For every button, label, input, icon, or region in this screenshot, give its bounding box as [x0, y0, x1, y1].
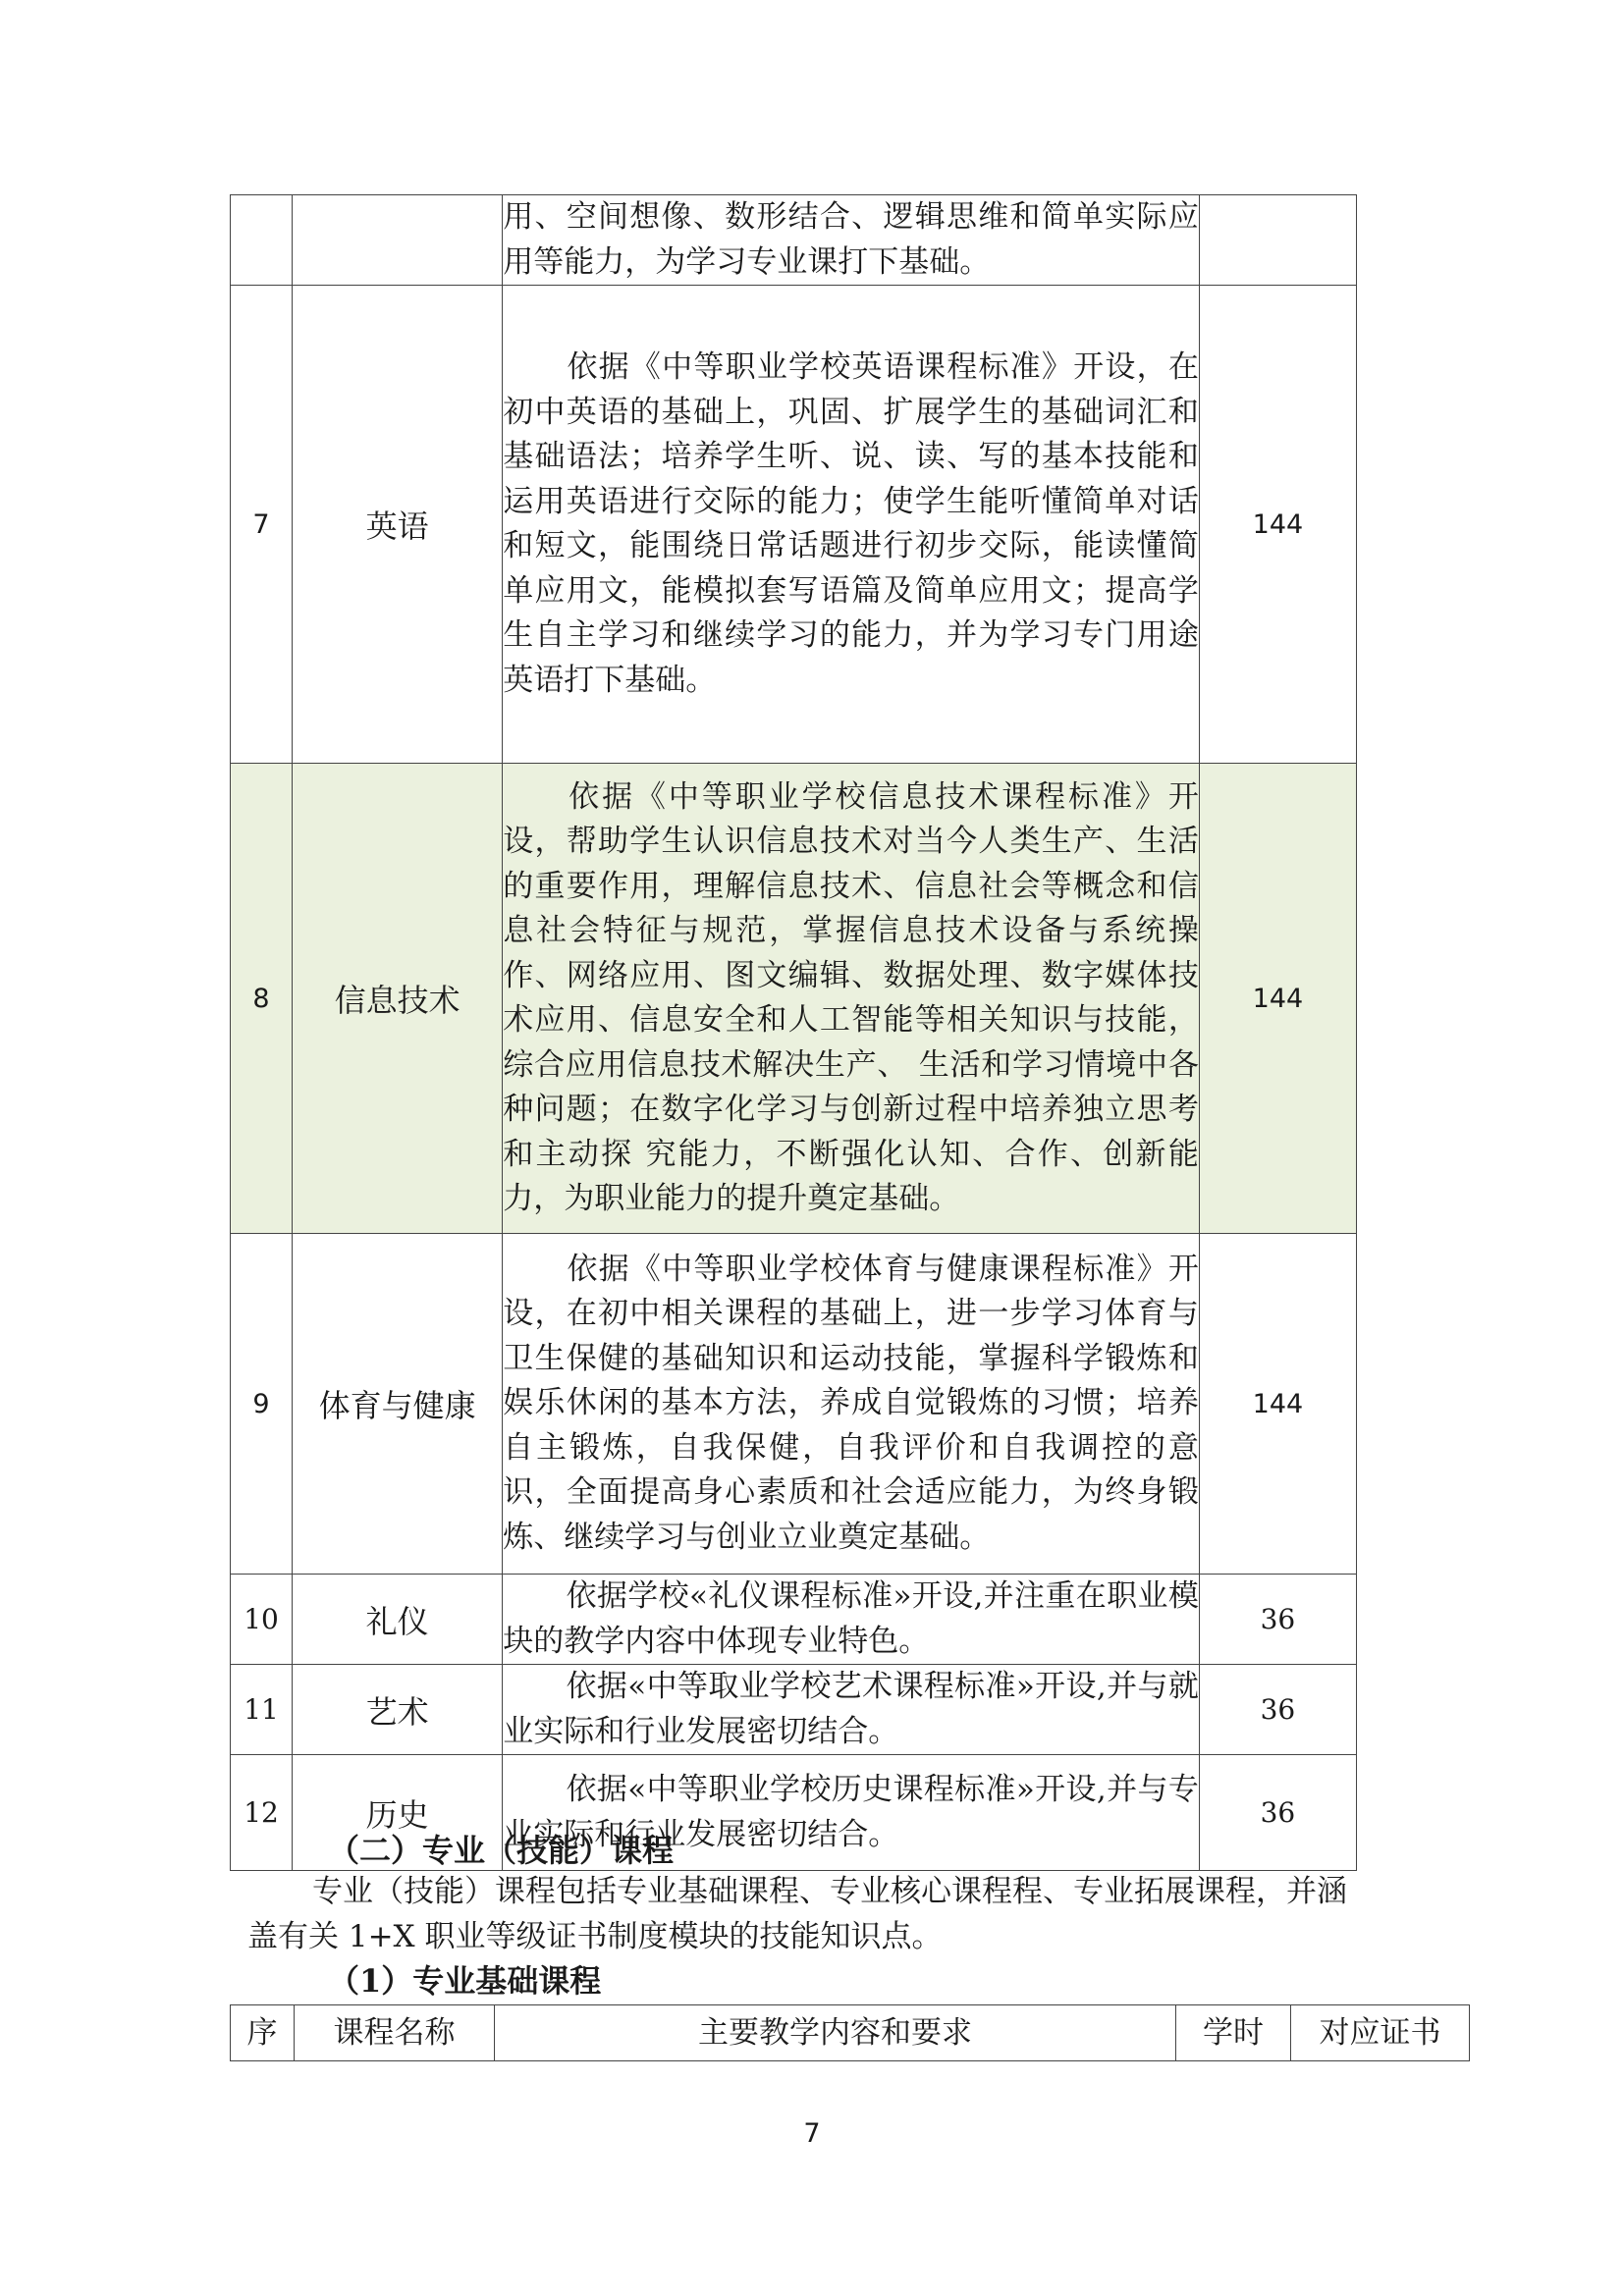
row-number: [231, 195, 293, 286]
course-hours: 144: [1199, 764, 1356, 1234]
row-number: 8: [231, 764, 293, 1234]
course-hours: 144: [1199, 1234, 1356, 1575]
page-number: 7: [803, 2118, 821, 2149]
course-description: [503, 764, 1200, 1234]
course-name: 艺术: [293, 1665, 503, 1755]
course-description-text: 依据《中等职业学校英语课程标准》开设，在初中英语的基础上，巩固、扩展学生的基础词汇和基础语法；培养学生听、说、读、写的基本技能和运用英语进行交际的能力；使学生能听懂简单对话和短文，能围绕日常话题进行初步交际，能读懂简单应用文，能模拟套写语篇及简单应用文；提高学生自主学习和继续学习的能力，并为学习专门用途英语打下基础。: [503, 349, 1199, 698]
table-header-row: [231, 2005, 1470, 2061]
public-courses-table: [230, 194, 1357, 1871]
professional-courses-table: [230, 2004, 1470, 2061]
course-description: [503, 1665, 1200, 1755]
header-cell-course-name: 课程名称: [295, 2005, 495, 2061]
course-description-text: 用、空间想像、数形结合、逻辑思维和简单实际应用等能力，为学习专业课打下基础。: [503, 199, 1199, 280]
row-number: 10: [231, 1575, 293, 1665]
course-hours: 144: [1199, 286, 1356, 764]
course-hours: 36: [1199, 1575, 1356, 1665]
header-cell-hours: 学时: [1176, 2005, 1291, 2061]
course-description-text: 依据学校«礼仪课程标准»开设,并注重在职业模块的教学内容中体现专业特色。: [503, 1578, 1199, 1659]
course-description-text: 依据《中等职业学校信息技术课程标准》开设，帮助学生认识信息技术对当今人类生产、生活的重要作用，理解信息技术、信息社会等概念和信息社会特征与规范，掌握信息技术设备与系统操作、网络应用、图文编辑、数据处理、数字媒体技 术应用、信息安全和人工智能等相关知识与技能，综合应用信息技术解决生产、 生活和学习情境中各种问题；在数字化学习与创新过程中培养独立思考和主动探 究能力，不断强化认知、合作、创新能力，为职业能力的提升奠定基础。: [503, 778, 1199, 1216]
row-number: 12: [231, 1755, 293, 1871]
table-row: [231, 286, 1357, 764]
section-paragraph: 专业（技能）课程包括专业基础课程、专业核心课程程、专业拓展课程，并涵盖有关 1+X 职业等级证书制度模块的技能知识点。: [247, 1874, 1347, 1954]
table-row: [231, 195, 1357, 286]
course-name: 礼仪: [293, 1575, 503, 1665]
course-description-text: 依据«中等职业学校历史课程标准»开设,并与专业实际和行业发展密切结合。: [503, 1772, 1199, 1852]
course-hours: 36: [1199, 1665, 1356, 1755]
row-number: 7: [231, 286, 293, 764]
table-row: [231, 1234, 1357, 1575]
course-name: 信息技术: [293, 764, 503, 1234]
header-cell-content: 主要教学内容和要求: [495, 2005, 1176, 2061]
table-row: [231, 1575, 1357, 1665]
course-name: 英语: [293, 286, 503, 764]
table-row: [231, 1665, 1357, 1755]
header-cell-certificate: 对应证书: [1291, 2005, 1470, 2061]
course-description: [503, 286, 1200, 764]
course-description: [503, 195, 1200, 286]
course-description: [503, 1575, 1200, 1665]
header-cell-number: 序: [231, 2005, 295, 2061]
course-description-text: 依据«中等取业学校艺术课程标准»开设,并与就业实际和行业发展密切结合。: [503, 1669, 1199, 1749]
section-heading: （二）专业（技能）课程: [328, 1832, 675, 1869]
row-number: 11: [231, 1665, 293, 1755]
course-name: [293, 195, 503, 286]
course-description-text: 依据《中等职业学校体育与健康课程标准》开设，在初中相关课程的基础上，进一步学习体育与卫生保健的基础知识和运动技能，掌握科学锻炼和娱乐休闲的基本方法，养成自觉锻炼的习惯；培养自主锻炼，自我保健，自我评价和自我调控的意识，全面提高身心素质和社会适应能力，为终身锻炼、继续学习与创业立业奠定基础。: [503, 1251, 1199, 1555]
course-description: [503, 1234, 1200, 1575]
course-hours: 36: [1199, 1755, 1356, 1871]
subsection-heading: （1）专业基础课程: [328, 1962, 602, 2000]
table-row-highlighted: [231, 764, 1357, 1234]
course-name: 体育与健康: [293, 1234, 503, 1575]
course-name: 历史: [293, 1755, 503, 1871]
course-hours: [1199, 195, 1356, 286]
row-number: 9: [231, 1234, 293, 1575]
